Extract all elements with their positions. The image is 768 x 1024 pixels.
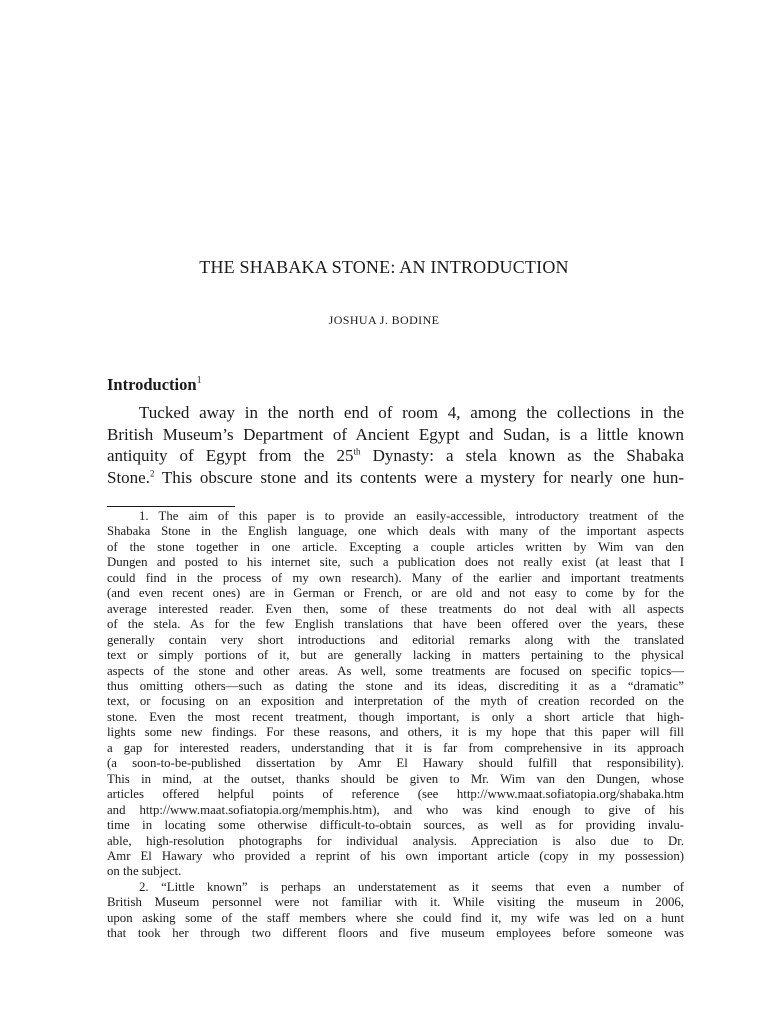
body-line: British Museum’s Department of Ancient Egypt and Sudan, is a little known <box>107 424 684 444</box>
author-name: JOSHUA J. BODINE <box>328 313 440 327</box>
footnote-line: This in mind, at the outset, thanks should be given to Mr. Wim van den Dungen, whose <box>107 771 684 786</box>
section-heading <box>107 375 202 395</box>
footnote-line: a gap for interested readers, understanding that it is far from comprehensive in its approach <box>107 740 684 755</box>
footnote-line: generally contain very short introductions and editorial remarks along with the translated <box>107 632 684 647</box>
footnote-line: average interested reader. Even then, some of these treatments do not deal with all aspects <box>107 601 684 616</box>
footnote-line: lights some new findings. For these reasons, and others, it is my hope that this paper will fill <box>107 725 684 740</box>
footnote-line: could find in the process of my own research). Many of the earlier and important treatments <box>107 570 684 585</box>
body-text <box>107 402 684 488</box>
footnote-line: text or simply portions of it, but are generally lacking in matters pertaining to the physical <box>107 648 684 663</box>
body-line: Tucked away in the north end of room 4, among the collections in the <box>139 403 684 422</box>
footnote-line: British Museum personnel were not familiar with it. While visiting the museum in 2006, <box>107 895 684 910</box>
body-line: Stone.$^2$ This obscure stone and its contents were a mystery for nearly one hun- <box>107 467 684 487</box>
section-heading-text: Introduction <box>107 375 197 394</box>
footnote-line: stone. Even the most recent treatment, though important, is only a short article that high- <box>107 709 684 724</box>
footnote-line: time in locating some otherwise difficult-to-obtain sources, as well as for providing invalu- <box>107 818 684 833</box>
footnote-divider <box>107 506 235 507</box>
footnotes <box>107 509 684 942</box>
footnote-marker: 1 <box>196 374 202 386</box>
footnote-line: articles offered helpful points of reference (see http://www.maat.sofiatopia.org/shabaka.htm <box>107 787 684 802</box>
footnote-line: upon asking some of the staff members where she could find it, my wife was led on a hunt <box>107 910 684 925</box>
paper-title: THE SHABAKA STONE: AN INTRODUCTION <box>199 257 569 277</box>
footnote-line: on the subject. <box>107 864 182 879</box>
body-line: antiquity of Egypt from the 25th Dynasty: a stela known as the Shabaka <box>107 446 684 465</box>
footnote-line: Shabaka Stone in the English language, one which deals with many of the important aspects <box>107 524 684 539</box>
footnote-line: thus omitting others—such as dating the stone and its ideas, discrediting it as a “dramatic” <box>107 678 684 693</box>
footnote-line: Amr El Hawary who provided a reprint of his own important article (copy in my possession) <box>107 848 684 863</box>
footnote-line: 1. The aim of this paper is to provide an easily-accessible, introductory treatment of the <box>139 509 684 523</box>
footnote-line: (and even recent ones) are in German or French, or are old and not easy to come by for the <box>107 586 684 601</box>
footnote-line: of the stone together in one article. Excepting a couple articles written by Wim van den <box>107 539 684 554</box>
footnote-line: able, high-resolution photographs for individual analysis. Appreciation is also due to Dr. <box>107 833 684 848</box>
footnote-line: text, or focusing on an exposition and interpretation of the myth of creation recorded on the <box>107 694 684 709</box>
footnote-line: Dungen and posted to his internet site, such a publication does not really exist (at least that I <box>107 555 684 570</box>
footnote-line: aspects of the stone and other areas. As well, some treatments are focused on specific topics— <box>107 663 684 678</box>
footnote-line: and http://www.maat.sofiatopia.org/memphis.htm), and who was kind enough to give of his <box>107 802 684 817</box>
footnote-line: (a soon-to-be-published dissertation by Amr El Hawary should fulfill that responsibility). <box>107 756 684 771</box>
footnote-line: 2. “Little known” is perhaps an understatement as it seems that even a number of <box>139 879 684 894</box>
footnote-line: that took her through two different floors and five museum employees before someone was <box>107 926 684 941</box>
footnote-line: of the stela. As for the few English translations that have been offered over the years, these <box>107 617 684 632</box>
